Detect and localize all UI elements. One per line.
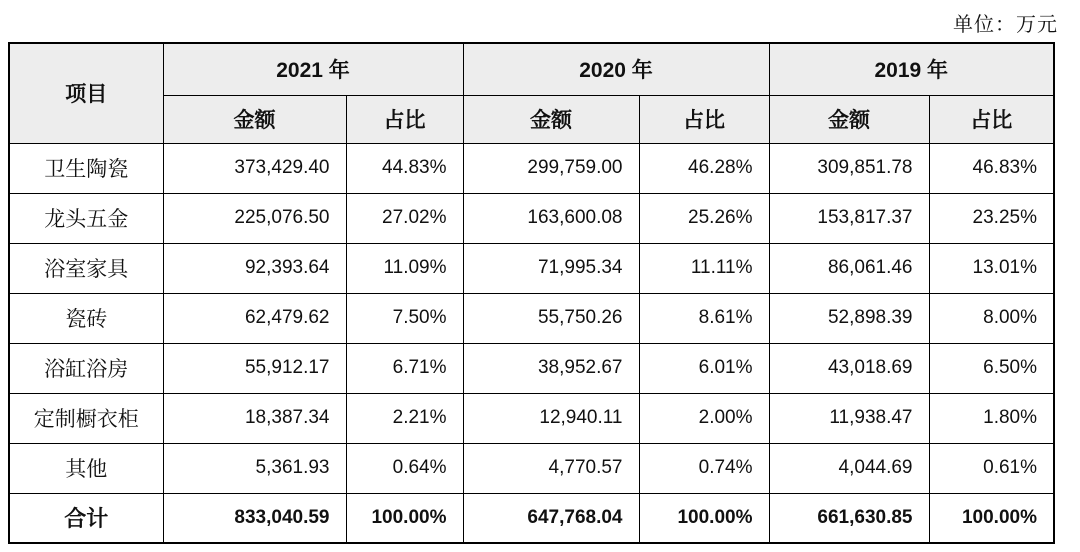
- ratio-cell: 0.61%: [929, 443, 1054, 493]
- amount-cell: 71,995.34: [463, 243, 639, 293]
- ratio-cell: 23.25%: [929, 193, 1054, 243]
- ratio-cell: 13.01%: [929, 243, 1054, 293]
- ratio-cell: 46.83%: [929, 143, 1054, 193]
- amount-header-2020: 金额: [463, 95, 639, 143]
- ratio-header-2020: 占比: [639, 95, 769, 143]
- year-header-2020: 2020 年: [463, 43, 769, 95]
- item-cell: 瓷砖: [9, 293, 163, 343]
- year-header-row: [9, 43, 1054, 95]
- amount-cell: 12,940.11: [463, 393, 639, 443]
- table-row: [9, 143, 1054, 193]
- ratio-header-2019: 占比: [929, 95, 1054, 143]
- ratio-cell: 6.71%: [346, 343, 463, 393]
- table-row: [9, 343, 1054, 393]
- amount-cell: 373,429.40: [163, 143, 346, 193]
- item-column-header: 项目: [9, 43, 163, 143]
- amount-cell: 153,817.37: [769, 193, 929, 243]
- amount-cell: 11,938.47: [769, 393, 929, 443]
- ratio-cell: 0.64%: [346, 443, 463, 493]
- amount-cell: 52,898.39: [769, 293, 929, 343]
- table-row: [9, 293, 1054, 343]
- revenue-by-category-table: [8, 42, 1055, 544]
- amount-cell: 5,361.93: [163, 443, 346, 493]
- table-row: [9, 243, 1054, 293]
- unit-label: 单位：万元: [953, 14, 1058, 36]
- amount-cell: 86,061.46: [769, 243, 929, 293]
- amount-cell: 62,479.62: [163, 293, 346, 343]
- ratio-cell: 1.80%: [929, 393, 1054, 443]
- ratio-cell: 27.02%: [346, 193, 463, 243]
- ratio-cell: 8.61%: [639, 293, 769, 343]
- ratio-header-2021: 占比: [346, 95, 463, 143]
- ratio-cell: 6.01%: [639, 343, 769, 393]
- table-row: [9, 443, 1054, 493]
- item-cell: 其他: [9, 443, 163, 493]
- amount-cell: 92,393.64: [163, 243, 346, 293]
- total-ratio-cell: 100.00%: [346, 493, 463, 543]
- table-row: [9, 393, 1054, 443]
- ratio-cell: 2.00%: [639, 393, 769, 443]
- table-row: [9, 193, 1054, 243]
- total-row: [9, 493, 1054, 543]
- item-cell: 定制橱衣柜: [9, 393, 163, 443]
- amount-header-2021: 金额: [163, 95, 346, 143]
- ratio-cell: 46.28%: [639, 143, 769, 193]
- year-header-2019: 2019 年: [769, 43, 1054, 95]
- amount-cell: 163,600.08: [463, 193, 639, 243]
- item-cell: 龙头五金: [9, 193, 163, 243]
- item-cell: 浴室家具: [9, 243, 163, 293]
- amount-cell: 18,387.34: [163, 393, 346, 443]
- amount-cell: 55,750.26: [463, 293, 639, 343]
- ratio-cell: 8.00%: [929, 293, 1054, 343]
- amount-header-2019: 金额: [769, 95, 929, 143]
- amount-cell: 4,044.69: [769, 443, 929, 493]
- amount-cell: 38,952.67: [463, 343, 639, 393]
- ratio-cell: 11.09%: [346, 243, 463, 293]
- amount-cell: 43,018.69: [769, 343, 929, 393]
- subheader-row: [9, 95, 1054, 143]
- amount-cell: 225,076.50: [163, 193, 346, 243]
- ratio-cell: 25.26%: [639, 193, 769, 243]
- total-ratio-cell: 100.00%: [639, 493, 769, 543]
- ratio-cell: 11.11%: [639, 243, 769, 293]
- amount-cell: 55,912.17: [163, 343, 346, 393]
- amount-cell: 309,851.78: [769, 143, 929, 193]
- ratio-cell: 6.50%: [929, 343, 1054, 393]
- item-cell: 浴缸浴房: [9, 343, 163, 393]
- total-ratio-cell: 100.00%: [929, 493, 1054, 543]
- ratio-cell: 2.21%: [346, 393, 463, 443]
- ratio-cell: 0.74%: [639, 443, 769, 493]
- year-header-2021: 2021 年: [163, 43, 463, 95]
- amount-cell: 299,759.00: [463, 143, 639, 193]
- item-cell: 卫生陶瓷: [9, 143, 163, 193]
- ratio-cell: 44.83%: [346, 143, 463, 193]
- ratio-cell: 7.50%: [346, 293, 463, 343]
- amount-cell: 4,770.57: [463, 443, 639, 493]
- total-amount-cell: 661,630.85: [769, 493, 929, 543]
- total-item-cell: 合计: [9, 493, 163, 543]
- total-amount-cell: 647,768.04: [463, 493, 639, 543]
- total-amount-cell: 833,040.59: [163, 493, 346, 543]
